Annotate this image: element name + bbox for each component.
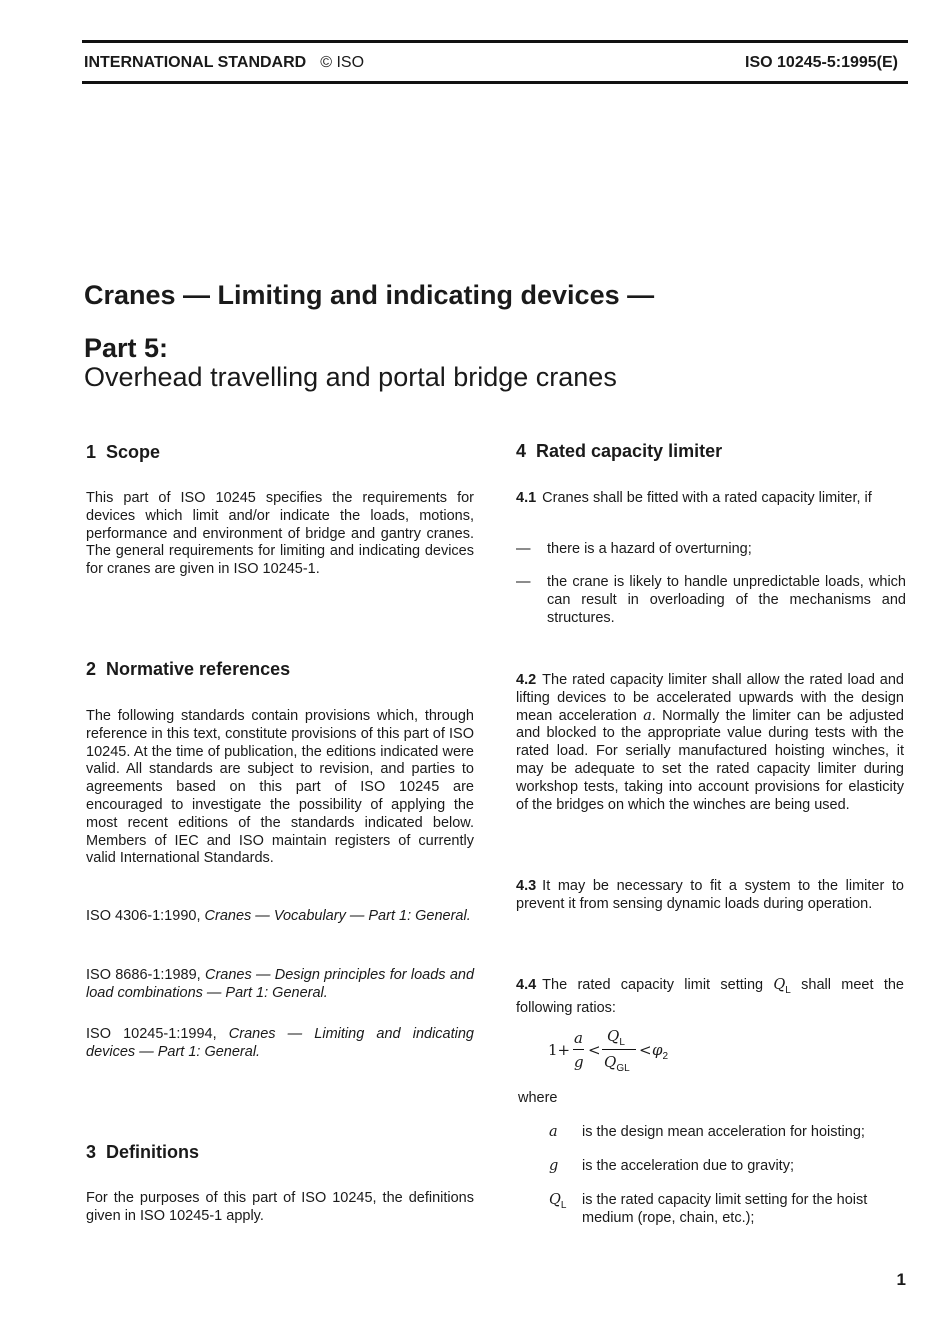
page-number: 1 [896, 1270, 906, 1289]
definitions-paragraph: For the purposes of this part of ISO 10245, the definitions given in ISO 10245-1 apply. [86, 1190, 474, 1224]
section-title: Normative references [106, 659, 291, 679]
reference-code: ISO 8686-1:1989, [86, 967, 201, 983]
clause-text: Cranes shall be fitted with a rated capacity limiter, if [542, 490, 872, 506]
clause-4-1 [516, 490, 904, 508]
header-type: INTERNATIONAL STANDARD [84, 54, 307, 71]
reference-title: Cranes — Limiting and indicating devices — Part 1: General. [86, 1026, 475, 1060]
section-title: Rated capacity limiter [536, 441, 723, 461]
reference-code: ISO 4306-1:1990, [86, 908, 201, 924]
clause-number: 4.2 [516, 672, 537, 688]
definition-text: is the rated capacity limit setting for the hoist medium (rope, chain, etc.); [582, 1192, 868, 1226]
variable-q: Q [773, 977, 786, 993]
formula-phi: φ [652, 1041, 663, 1059]
formula-numerator-q: Q [607, 1027, 620, 1045]
section-heading-definitions [86, 1142, 199, 1163]
clause-text-continued: . Normally the limiter can be adjusted and blocked to the appropriate value during tests with the rated load. For serially manufactured hoisting winches, it may be adequate to set the rated capacity limiter during workshop tests, taking into account provisions for elasticity of the bridges on which the winches are being used. [516, 707, 904, 813]
reference-item [86, 908, 474, 926]
clause-number: 4.1 [516, 490, 537, 506]
reference-item [86, 967, 474, 1003]
header-standard-label [84, 54, 364, 72]
fraction-bar [602, 1049, 636, 1050]
section-number: 4 [516, 441, 527, 461]
clause-text: The rated capacity limiter shall allow the rated load and lifting devices to be accelerated upwards with the design mean acceleration [516, 672, 904, 724]
definition-symbol: g [549, 1158, 559, 1174]
reference-code: ISO 10245-1:1994, [86, 1026, 217, 1042]
section-heading-normative-references [86, 659, 290, 680]
section-title: Definitions [106, 1142, 200, 1162]
clause-4-4 [516, 977, 904, 1017]
capacity-ratio-formula [548, 1024, 688, 1078]
clause-text: It may be necessary to fit a system to the limiter to prevent it from sensing dynamic loads during operation. [516, 878, 904, 912]
normative-references-paragraph: The following standards contain provisions which, through reference in this text, constitute provisions of this part of ISO 10245. At the time of publication, the editions indicated were valid. All standards are subject to revision, and parties to agreements based on this part of ISO 10245 are encouraged to investigate the possibility of applying the most recent editions of the standards indicated below. Members of IEC and ISO maintain registers of currently valid International Standards. [86, 708, 474, 867]
section-number: 3 [86, 1142, 97, 1162]
formula-less-than: < [639, 1041, 652, 1059]
reference-title: Cranes — Vocabulary — Part 1: General. [204, 908, 471, 924]
clause-number: 4.4 [516, 977, 537, 993]
formula-numerator-sub: L [619, 1037, 625, 1048]
document-part-label: Part 5: [84, 333, 169, 363]
header-top-rule [82, 40, 908, 43]
clause-text-continued: shall meet the following ratios: [516, 977, 904, 1016]
scope-paragraph: This part of ISO 10245 specifies the requirements for devices which limit and/or indicate the loads, motions, performance and environment of bridge and gantry cranes. The general requirements for limiting and indicating devices for cranes are given in ISO 10245-1. [86, 490, 474, 578]
list-item-text: there is a hazard of overturning; [547, 541, 752, 557]
variable-a: a [643, 707, 652, 724]
document-subtitle: Overhead travelling and portal bridge cranes [84, 362, 617, 392]
reference-title: Cranes — Design principles for loads and load combinations — Part 1: General. [86, 967, 475, 1001]
formula-denominator-g: g [574, 1053, 584, 1071]
formula-phi-sub: 2 [662, 1051, 669, 1062]
section-heading-rated-capacity-limiter [516, 441, 722, 462]
dash-mark: — [516, 541, 531, 557]
header-document-number: ISO 10245-5:1995(E) [745, 54, 898, 71]
formula-numerator-a: a [574, 1029, 583, 1047]
definition-text: is the design mean acceleration for hoisting; [582, 1124, 865, 1140]
section-number: 2 [86, 659, 97, 679]
section-number: 1 [86, 442, 97, 462]
list-item-text: the crane is likely to handle unpredictable loads, which can result in overloading of the mechanisms and structures. [547, 574, 906, 626]
fraction-bar [573, 1049, 584, 1050]
header-copyright: © ISO [320, 54, 365, 71]
formula-denominator-q: Q [604, 1053, 617, 1071]
definition-text: is the acceleration due to gravity; [582, 1158, 794, 1174]
formula-denominator-sub: GL [616, 1063, 630, 1074]
document-title: Cranes — Limiting and indicating devices — [84, 280, 655, 310]
dash-mark: — [516, 574, 531, 590]
definition-symbol: a [549, 1124, 558, 1140]
clause-text: The rated capacity limit setting [542, 977, 774, 993]
clause-number: 4.3 [516, 878, 537, 894]
formula-one-plus: 1+ [548, 1041, 571, 1059]
clause-4-3 [516, 878, 904, 914]
section-title: Scope [106, 442, 161, 462]
reference-item [86, 1026, 474, 1062]
formula-less-than: < [588, 1041, 601, 1059]
clause-4-2 [516, 672, 904, 814]
header-bottom-rule [82, 81, 908, 84]
variable-q-subscript: L [785, 984, 791, 996]
definition-symbol: $Q_L$ [549, 1192, 567, 1211]
where-label: where [518, 1090, 558, 1106]
section-heading-scope [86, 442, 160, 463]
